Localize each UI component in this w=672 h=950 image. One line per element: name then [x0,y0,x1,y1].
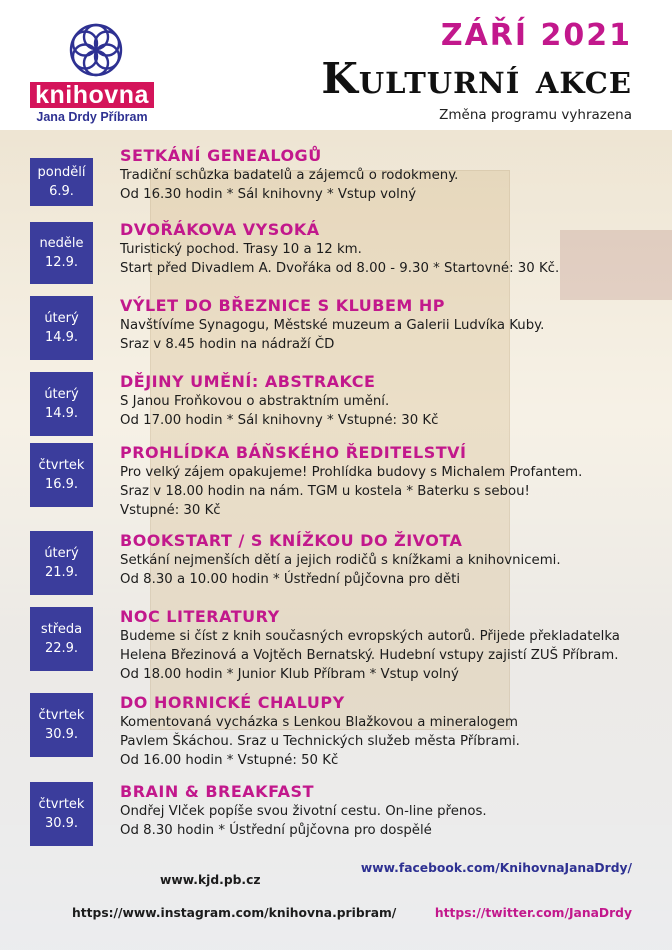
logo-brand: knihovna [30,82,154,108]
flower-emblem-icon [68,22,124,78]
event-date: 12.9. [44,255,79,270]
event-description [120,713,660,770]
event-date: 14.9. [44,406,79,421]
event-date: 22.9. [44,641,79,656]
event-line: Setkání nejmenších dětí a jejich rodičů s knížkami a knihovnicemi. [120,553,561,568]
event-line: Vstupné: 30 Kč [120,503,221,518]
date-badge [30,372,93,436]
date-badge [30,782,93,846]
event-date: 14.9. [44,330,79,345]
event-title: DVOŘÁKOVA VYSOKÁ [120,220,320,239]
event-date: 6.9. [49,184,74,199]
event-description [120,240,660,278]
event-description [120,166,660,204]
event-title: BOOKSTART / S KNÍŽKOU DO ŽIVOTA [120,531,463,550]
event-line: Helena Březinová a Vojtěch Bernatský. Hudební vstupy zajistí ZUŠ Příbram. [120,648,619,663]
instagram-link[interactable]: https://www.instagram.com/knihovna.pribram/ [72,906,397,920]
event-line: Ondřej Vlček popíše svou životní cestu. On-line přenos. [120,804,487,819]
website-link[interactable]: www.kjd.pb.cz [160,873,261,887]
event-day: čtvrtek [38,458,85,473]
date-badge [30,296,93,360]
event-line: Pavlem Škáchou. Sraz u Technických služeb města Příbrami. [120,734,520,749]
event-description [120,463,660,520]
facebook-link[interactable]: www.facebook.com/KnihovnaJanaDrdy/ [360,861,632,875]
event-title: DĚJINY UMĚNÍ: ABSTRAKCE [120,372,376,391]
date-badge [30,531,93,595]
event-line: Start před Divadlem A. Dvořáka od 8.00 - 9.30 * Startovné: 30 Kč. [120,261,560,276]
event-line: Tradiční schůzka badatelů a zájemců o rodokmeny. [120,168,459,183]
event-date: 21.9. [44,565,79,580]
date-badge [30,607,93,671]
month-heading: ZÁŘÍ 2021 [440,18,632,53]
event-day: čtvrtek [38,708,85,723]
page-title: Kulturní akce [321,54,632,103]
event-line: Od 8.30 hodin * Ústřední půjčovna pro dospělé [120,823,432,838]
event-date: 30.9. [44,727,79,742]
event-description [120,551,660,589]
event-description [120,316,660,354]
event-date: 30.9. [44,816,79,831]
event-day: čtvrtek [38,797,85,812]
date-badge [30,158,93,206]
event-title: NOC LITERATURY [120,607,280,626]
event-day: pondělí [37,165,86,180]
event-line: Od 17.00 hodin * Sál knihovny * Vstupné: 30 Kč [120,413,439,428]
event-title: DO HORNICKÉ CHALUPY [120,693,345,712]
event-line: Pro velký zájem opakujeme! Prohlídka budovy s Michalem Profantem. [120,465,583,480]
event-line: Sraz v 8.45 hodin na nádraží ČD [120,337,335,352]
event-day: úterý [44,387,79,402]
event-day: středa [40,622,83,637]
date-badge [30,693,93,757]
twitter-link[interactable]: https://twitter.com/JanaDrdy [434,906,632,920]
event-line: Navštívíme Synagogu, Městské muzeum a Galerii Ludvíka Kuby. [120,318,545,333]
library-logo[interactable] [30,22,160,130]
event-title: SETKÁNÍ GENEALOGŮ [120,146,322,165]
event-line: Od 16.00 hodin * Vstupné: 50 Kč [120,753,339,768]
event-description [120,627,660,684]
event-line: Budeme si číst z knih současných evropských autorů. Přijede překladatelka [120,629,620,644]
event-day: úterý [44,311,79,326]
event-line: Od 16.30 hodin * Sál knihovny * Vstup volný [120,187,417,202]
event-line: Od 18.00 hodin * Junior Klub Příbram * Vstup volný [120,667,459,682]
date-badge [30,222,93,284]
logo-subtitle: Jana Drdy Příbram [36,110,148,124]
event-line: Od 8.30 a 10.00 hodin * Ústřední půjčovna pro děti [120,572,461,587]
event-line: S Janou Froňkovou o abstraktním umění. [120,394,390,409]
event-description [120,392,660,430]
event-line: Komentovaná vycházka s Lenkou Blažkovou a mineralogem [120,715,518,730]
event-description [120,802,660,840]
event-line: Sraz v 18.00 hodin na nám. TGM u kostela * Baterku s sebou! [120,484,530,499]
program-change-notice: Změna programu vyhrazena [439,107,632,123]
date-badge [30,443,93,507]
event-date: 16.9. [44,477,79,492]
event-day: neděle [39,236,84,251]
event-title: BRAIN & BREAKFAST [120,782,314,801]
event-day: úterý [44,546,79,561]
event-line: Turistický pochod. Trasy 10 a 12 km. [120,242,362,257]
event-title: VÝLET DO BŘEZNICE S KLUBEM HP [120,296,446,315]
event-title: PROHLÍDKA BÁŇSKÉHO ŘEDITELSTVÍ [120,443,467,462]
